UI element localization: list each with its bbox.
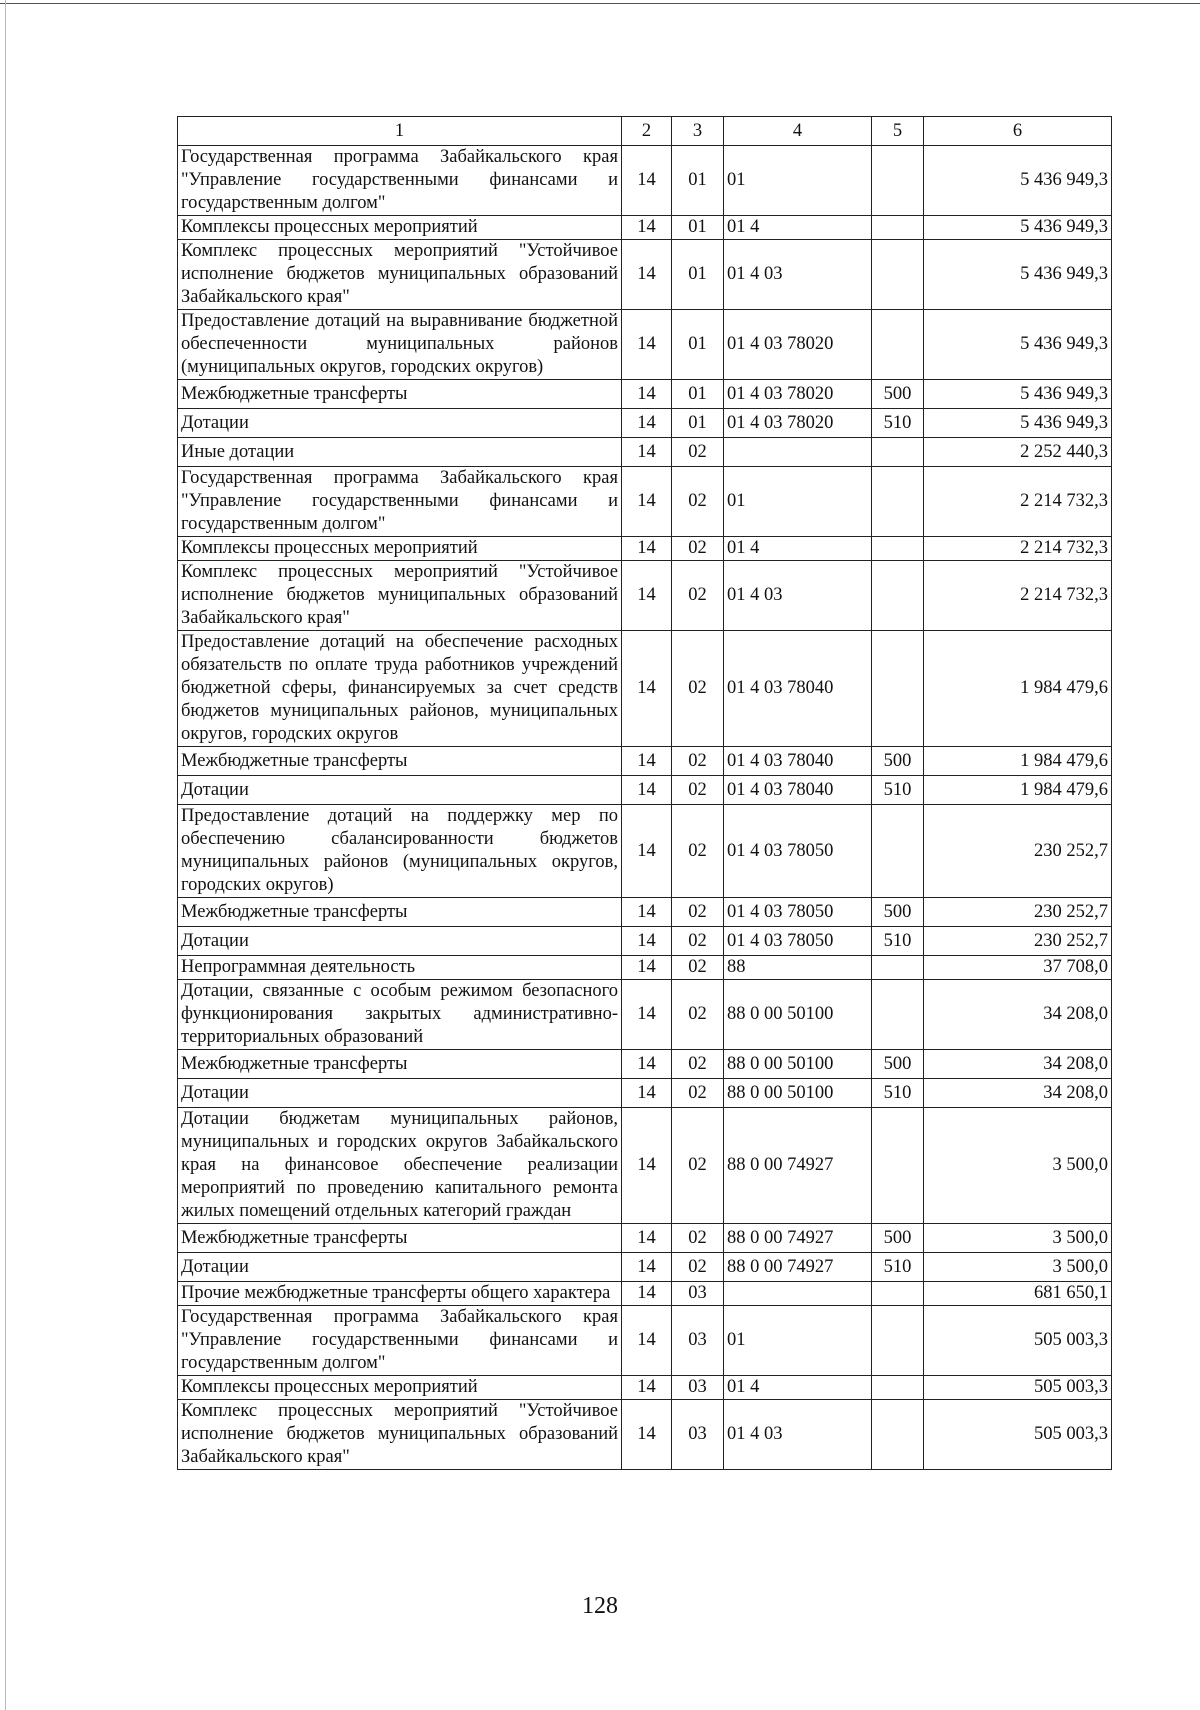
row-section: 14 <box>622 776 672 805</box>
row-target-code: 01 4 03 78040 <box>724 631 872 747</box>
row-section: 14 <box>622 380 672 409</box>
row-name: Прочие межбюджетные трансферты общего характера <box>178 1282 622 1306</box>
table-row <box>178 631 1112 747</box>
row-expense-type <box>872 980 924 1050</box>
row-expense-type <box>872 1282 924 1306</box>
table-row <box>178 467 1112 537</box>
row-target-code: 01 4 03 78050 <box>724 927 872 956</box>
row-name: Комплекс процессных мероприятий "Устойчивое исполнение бюджетов муниципальных образований Забайкальского края" <box>178 240 622 310</box>
row-name: Предоставление дотаций на обеспечение расходных обязательств по оплате труда работников учреждений бюджетной сферы, финансируемых за счет средств бюджетов муниципальных районов, муниципальных округов, городских округов <box>178 631 622 747</box>
row-name: Комплекс процессных мероприятий "Устойчивое исполнение бюджетов муниципальных образований Забайкальского края" <box>178 561 622 631</box>
table-row <box>178 927 1112 956</box>
row-expense-type <box>872 1306 924 1376</box>
row-target-code: 01 <box>724 467 872 537</box>
row-section: 14 <box>622 1108 672 1224</box>
table-header-row <box>178 117 1112 146</box>
row-target-code: 01 4 03 78040 <box>724 776 872 805</box>
row-subsection: 01 <box>672 380 724 409</box>
row-expense-type <box>872 956 924 980</box>
row-target-code: 01 4 03 78050 <box>724 898 872 927</box>
row-target-code: 01 4 03 78020 <box>724 310 872 380</box>
row-section: 14 <box>622 1224 672 1253</box>
row-section: 14 <box>622 438 672 467</box>
row-target-code: 88 <box>724 956 872 980</box>
table-row <box>178 1108 1112 1224</box>
row-amount: 5 436 949,3 <box>924 240 1112 310</box>
row-target-code: 01 <box>724 1306 872 1376</box>
table-row <box>178 216 1112 240</box>
row-expense-type <box>872 631 924 747</box>
column-header-3: 3 <box>672 117 724 146</box>
row-subsection: 02 <box>672 467 724 537</box>
row-expense-type: 500 <box>872 1050 924 1079</box>
column-header-2: 2 <box>622 117 672 146</box>
row-expense-type: 510 <box>872 927 924 956</box>
row-section: 14 <box>622 631 672 747</box>
row-subsection: 02 <box>672 805 724 898</box>
row-subsection: 02 <box>672 747 724 776</box>
row-amount: 2 252 440,3 <box>924 438 1112 467</box>
row-amount: 230 252,7 <box>924 805 1112 898</box>
row-target-code: 88 0 00 74927 <box>724 1224 872 1253</box>
column-header-5: 5 <box>872 117 924 146</box>
row-name: Дотации бюджетам муниципальных районов, муниципальных и городских округов Забайкальского края на финансовое обеспечение реализации мероприятий по проведению капитального ремонта жилых помещений отдельных категорий граждан <box>178 1108 622 1224</box>
row-subsection: 02 <box>672 776 724 805</box>
row-target-code: 88 0 00 74927 <box>724 1108 872 1224</box>
table-row <box>178 1079 1112 1108</box>
row-subsection: 02 <box>672 898 724 927</box>
row-section: 14 <box>622 898 672 927</box>
row-target-code: 01 4 03 78020 <box>724 380 872 409</box>
row-subsection: 01 <box>672 409 724 438</box>
row-name: Государственная программа Забайкальского края "Управление государственными финансами и государственным долгом" <box>178 467 622 537</box>
row-target-code <box>724 438 872 467</box>
row-subsection: 01 <box>672 310 724 380</box>
row-expense-type <box>872 1108 924 1224</box>
scan-edge-top <box>0 3 1200 4</box>
row-name: Предоставление дотаций на выравнивание бюджетной обеспеченности муниципальных районов (муниципальных округов, городских округов) <box>178 310 622 380</box>
row-expense-type: 500 <box>872 898 924 927</box>
row-amount: 505 003,3 <box>924 1376 1112 1400</box>
row-section: 14 <box>622 1282 672 1306</box>
row-subsection: 02 <box>672 1224 724 1253</box>
row-expense-type: 510 <box>872 1079 924 1108</box>
row-target-code: 01 4 03 78040 <box>724 747 872 776</box>
row-expense-type: 500 <box>872 747 924 776</box>
row-amount: 3 500,0 <box>924 1253 1112 1282</box>
row-amount: 5 436 949,3 <box>924 310 1112 380</box>
row-subsection: 01 <box>672 216 724 240</box>
row-target-code: 88 0 00 74927 <box>724 1253 872 1282</box>
table-row <box>178 1282 1112 1306</box>
table-row <box>178 146 1112 216</box>
row-target-code <box>724 1282 872 1306</box>
row-name: Предоставление дотаций на поддержку мер по обеспечению сбалансированности бюджетов муниципальных районов (муниципальных округов, городских округов) <box>178 805 622 898</box>
row-expense-type <box>872 1376 924 1400</box>
row-amount: 5 436 949,3 <box>924 409 1112 438</box>
row-section: 14 <box>622 927 672 956</box>
row-amount: 5 436 949,3 <box>924 216 1112 240</box>
row-target-code: 88 0 00 50100 <box>724 1050 872 1079</box>
row-amount: 230 252,7 <box>924 927 1112 956</box>
row-expense-type <box>872 240 924 310</box>
row-subsection: 01 <box>672 146 724 216</box>
row-name: Межбюджетные трансферты <box>178 380 622 409</box>
row-subsection: 02 <box>672 438 724 467</box>
row-subsection: 02 <box>672 1079 724 1108</box>
row-expense-type <box>872 561 924 631</box>
row-target-code: 01 4 <box>724 216 872 240</box>
row-expense-type <box>872 1400 924 1470</box>
row-subsection: 02 <box>672 1253 724 1282</box>
row-amount: 34 208,0 <box>924 980 1112 1050</box>
row-name: Государственная программа Забайкальского края "Управление государственными финансами и государственным долгом" <box>178 1306 622 1376</box>
row-section: 14 <box>622 1253 672 1282</box>
row-target-code: 01 4 <box>724 537 872 561</box>
row-subsection: 02 <box>672 956 724 980</box>
row-amount: 1 984 479,6 <box>924 776 1112 805</box>
row-section: 14 <box>622 1079 672 1108</box>
row-subsection: 02 <box>672 537 724 561</box>
row-expense-type <box>872 146 924 216</box>
row-amount: 2 214 732,3 <box>924 561 1112 631</box>
budget-table <box>177 116 1112 1470</box>
table-row <box>178 380 1112 409</box>
row-section: 14 <box>622 1050 672 1079</box>
row-section: 14 <box>622 409 672 438</box>
table-row <box>178 1400 1112 1470</box>
row-amount: 34 208,0 <box>924 1079 1112 1108</box>
table-row <box>178 898 1112 927</box>
column-header-6: 6 <box>924 117 1112 146</box>
row-name: Межбюджетные трансферты <box>178 1224 622 1253</box>
row-section: 14 <box>622 956 672 980</box>
row-amount: 681 650,1 <box>924 1282 1112 1306</box>
row-amount: 5 436 949,3 <box>924 380 1112 409</box>
row-subsection: 02 <box>672 561 724 631</box>
row-subsection: 03 <box>672 1282 724 1306</box>
table-row <box>178 240 1112 310</box>
row-amount: 3 500,0 <box>924 1224 1112 1253</box>
row-amount: 3 500,0 <box>924 1108 1112 1224</box>
row-amount: 34 208,0 <box>924 1050 1112 1079</box>
row-amount: 505 003,3 <box>924 1306 1112 1376</box>
row-section: 14 <box>622 1306 672 1376</box>
row-name: Дотации <box>178 409 622 438</box>
row-expense-type: 500 <box>872 1224 924 1253</box>
row-name: Непрограммная деятельность <box>178 956 622 980</box>
table-row <box>178 805 1112 898</box>
table-row <box>178 1253 1112 1282</box>
table-row <box>178 409 1112 438</box>
row-name: Комплексы процессных мероприятий <box>178 216 622 240</box>
row-section: 14 <box>622 310 672 380</box>
row-subsection: 02 <box>672 1050 724 1079</box>
row-subsection: 03 <box>672 1376 724 1400</box>
row-expense-type: 510 <box>872 776 924 805</box>
row-expense-type: 510 <box>872 409 924 438</box>
table-row <box>178 1306 1112 1376</box>
row-name: Комплекс процессных мероприятий "Устойчивое исполнение бюджетов муниципальных образований Забайкальского края" <box>178 1400 622 1470</box>
row-subsection: 02 <box>672 927 724 956</box>
row-name: Дотации <box>178 776 622 805</box>
table-row <box>178 956 1112 980</box>
row-expense-type <box>872 310 924 380</box>
table-row <box>178 1050 1112 1079</box>
row-name: Дотации <box>178 1079 622 1108</box>
row-expense-type: 500 <box>872 380 924 409</box>
row-section: 14 <box>622 216 672 240</box>
row-target-code: 01 4 03 78020 <box>724 409 872 438</box>
row-subsection: 02 <box>672 980 724 1050</box>
row-target-code: 01 4 03 78050 <box>724 805 872 898</box>
row-name: Межбюджетные трансферты <box>178 1050 622 1079</box>
row-amount: 2 214 732,3 <box>924 467 1112 537</box>
row-expense-type <box>872 805 924 898</box>
row-name: Межбюджетные трансферты <box>178 747 622 776</box>
row-expense-type <box>872 438 924 467</box>
row-name: Комплексы процессных мероприятий <box>178 1376 622 1400</box>
row-name: Дотации, связанные с особым режимом безопасного функционирования закрытых административно-территориальных образований <box>178 980 622 1050</box>
table-row <box>178 1224 1112 1253</box>
table-row <box>178 776 1112 805</box>
table-row <box>178 537 1112 561</box>
row-subsection: 03 <box>672 1306 724 1376</box>
row-section: 14 <box>622 537 672 561</box>
row-subsection: 03 <box>672 1400 724 1470</box>
row-subsection: 02 <box>672 631 724 747</box>
row-section: 14 <box>622 1400 672 1470</box>
table-row <box>178 980 1112 1050</box>
row-expense-type <box>872 216 924 240</box>
row-expense-type <box>872 467 924 537</box>
column-header-4: 4 <box>724 117 872 146</box>
row-expense-type: 510 <box>872 1253 924 1282</box>
row-target-code: 88 0 00 50100 <box>724 980 872 1050</box>
row-name: Государственная программа Забайкальского края "Управление государственными финансами и государственным долгом" <box>178 146 622 216</box>
row-target-code: 88 0 00 50100 <box>724 1079 872 1108</box>
table-row <box>178 438 1112 467</box>
scan-edge-left <box>5 0 6 1710</box>
row-name: Иные дотации <box>178 438 622 467</box>
table-row <box>178 747 1112 776</box>
row-target-code: 01 <box>724 146 872 216</box>
row-name: Межбюджетные трансферты <box>178 898 622 927</box>
row-amount: 230 252,7 <box>924 898 1112 927</box>
table-row <box>178 561 1112 631</box>
page-number: 128 <box>582 1593 618 1619</box>
table-row <box>178 1376 1112 1400</box>
row-section: 14 <box>622 1376 672 1400</box>
row-name: Дотации <box>178 927 622 956</box>
row-section: 14 <box>622 805 672 898</box>
row-name: Дотации <box>178 1253 622 1282</box>
row-target-code: 01 4 03 <box>724 1400 872 1470</box>
column-header-1: 1 <box>178 117 622 146</box>
row-section: 14 <box>622 240 672 310</box>
row-name: Комплексы процессных мероприятий <box>178 537 622 561</box>
row-amount: 505 003,3 <box>924 1400 1112 1470</box>
row-amount: 37 708,0 <box>924 956 1112 980</box>
row-expense-type <box>872 537 924 561</box>
row-section: 14 <box>622 980 672 1050</box>
row-subsection: 01 <box>672 240 724 310</box>
row-amount: 1 984 479,6 <box>924 747 1112 776</box>
row-amount: 2 214 732,3 <box>924 537 1112 561</box>
row-section: 14 <box>622 561 672 631</box>
row-target-code: 01 4 03 <box>724 240 872 310</box>
row-section: 14 <box>622 146 672 216</box>
row-section: 14 <box>622 747 672 776</box>
row-amount: 1 984 479,6 <box>924 631 1112 747</box>
table-row <box>178 310 1112 380</box>
row-target-code: 01 4 03 <box>724 561 872 631</box>
row-subsection: 02 <box>672 1108 724 1224</box>
row-amount: 5 436 949,3 <box>924 146 1112 216</box>
row-target-code: 01 4 <box>724 1376 872 1400</box>
row-section: 14 <box>622 467 672 537</box>
